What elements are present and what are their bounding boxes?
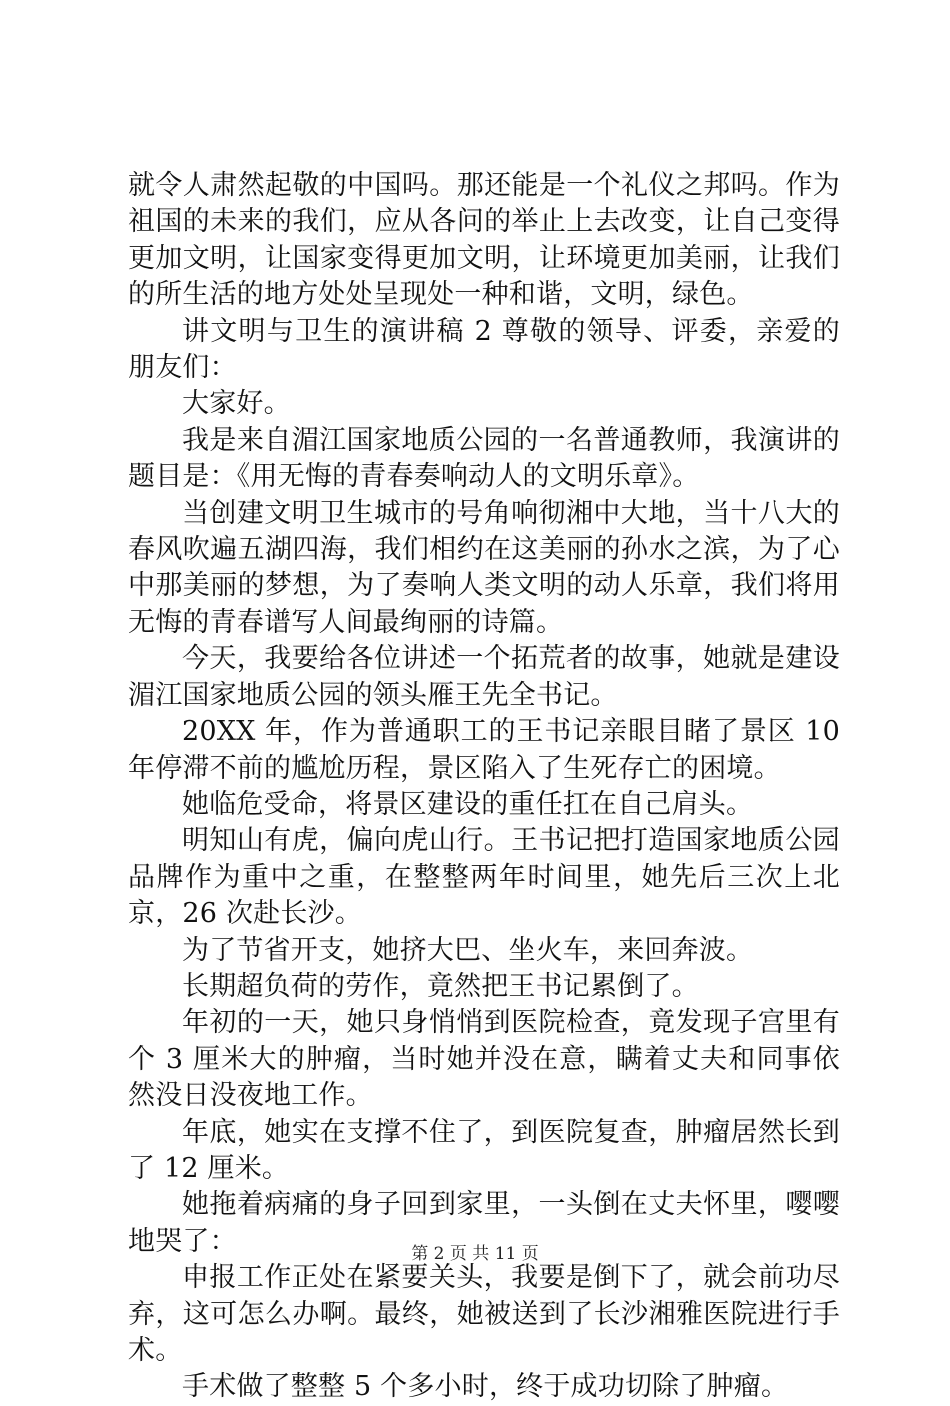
page-number-footer: 第 2 页 共 11 页	[411, 1244, 539, 1264]
paragraph-story-intro: 今天，我要给各位讲述一个拓荒者的故事，她就是建设湄江国家地质公园的领头雁王先全书记。	[128, 643, 840, 711]
paragraph-responsibility: 她临危受命，将景区建设的重任扛在自己肩头。	[182, 788, 754, 820]
paragraph-checkup: 年初的一天，她只身悄悄到医院检查，竟发现子宫里有个 3 厘米大的肿瘤，当时她并没在意，瞒着丈夫和同事依然没日没夜地工作。	[128, 1007, 840, 1112]
paragraph-exhaustion: 长期超负荷的劳作，竟然把王书记累倒了。	[182, 970, 699, 1002]
document-body	[128, 168, 840, 1406]
paragraph-saving: 为了节省开支，她挤大巴、坐火车，来回奔波。	[182, 934, 754, 966]
paragraph-worry: 申报工作正处在紧要关头，我要是倒下了，就会前功尽弃，这可怎么办啊。最终，她被送到了长沙湘雅医院进行手术。	[128, 1262, 840, 1366]
paragraph-opening: 当创建文明卫生城市的号角响彻湘中大地，当十八大的春风吹遍五湖四海，我们相约在这美丽的孙水之滨，为了心中那美丽的梦想，为了奏响人类文明的动人乐章，我们将用无悔的青春谱写人间最绚丽的诗篇。	[128, 497, 840, 638]
paragraph-introduction: 我是来自湄江国家地质公园的一名普通教师，我演讲的题目是：《用无悔的青春奏响动人的文明乐章》。	[128, 424, 840, 493]
paragraph-continuation: 就令人肃然起敬的中国吗。那还能是一个礼仪之邦吗。作为祖国的未来的我们，应从各问的举止上去改变，让自己变得更加文明，让国家变得更加文明，让环境更加美丽，让我们的所生活的地方处处呈现处一种和谐，文明，绿色。	[128, 170, 840, 311]
paragraph-greeting: 大家好。	[182, 388, 291, 420]
paragraph-background: 20XX 年，作为普通职工的王书记亲眼目睹了景区 10 年停滞不前的尴尬历程，景区陷入了生死存亡的困境。	[128, 716, 840, 784]
paragraph-crying: 她拖着病痛的身子回到家里，一头倒在丈夫怀里，嘤嘤地哭了：	[128, 1189, 840, 1257]
paragraph-speech-title: 讲文明与卫生的演讲稿 2 尊敬的领导、评委，亲爱的朋友们：	[128, 315, 840, 384]
paragraph-effort: 明知山有虎，偏向虎山行。王书记把打造国家地质公园品牌作为重中之重，在整整两年时间里，她先后三次上北京，26 次赴长沙。	[128, 825, 840, 930]
paragraph-recheck: 年底，她实在支撑不住了，到医院复查，肿瘤居然长到了 12 厘米。	[128, 1116, 840, 1184]
paragraph-surgery: 手术做了整整 5 个多小时，终于成功切除了肿瘤。	[182, 1371, 789, 1403]
